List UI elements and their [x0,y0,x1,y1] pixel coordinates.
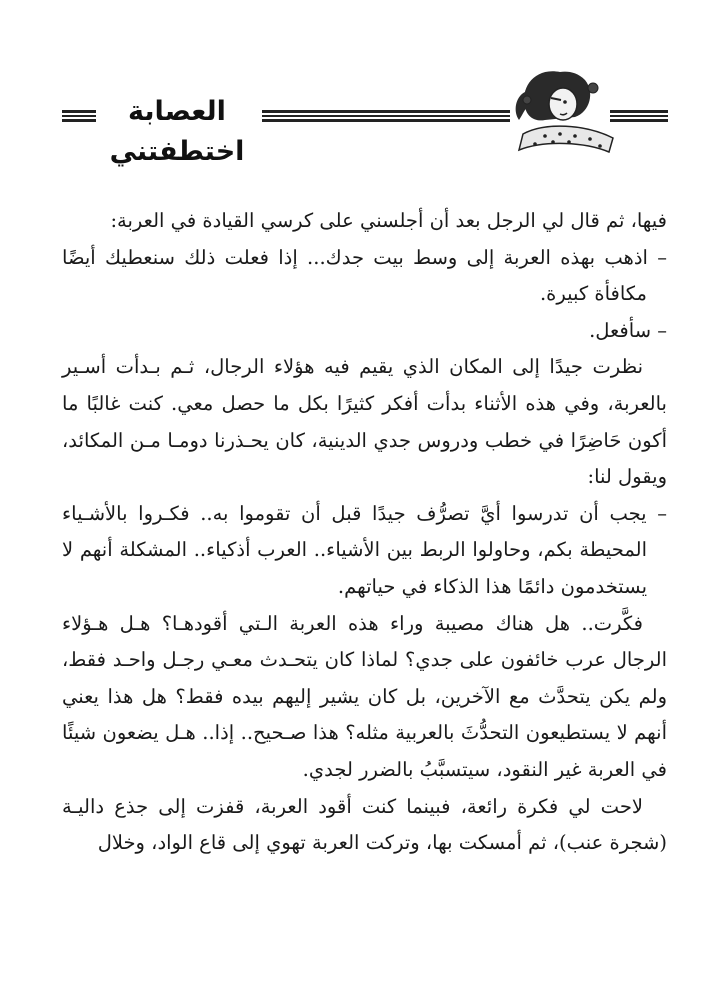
paragraph: فيها، ثم قال لي الرجل بعد أن أجلسني على كرسي القيادة في العربة: [110,209,667,232]
girl-illustration [505,62,615,162]
header-rule-middle [262,110,510,122]
header-rule-right [610,110,668,122]
dialogue-line: – سأفعل. [589,318,667,342]
chapter-title: العصابة اختطفتني [109,96,245,167]
paragraph: نظرت جيدًا إلى المكان الذي يقيم فيه هؤلاء الرجال، ثـم بـدأت أسـير بالعربة، وفي هذه الأثناء بدأت أفكر كثيرًا بكل ما حصل معي. كنت غالبًا ما أكون حَاضِرًا في خطب ودروس جدي الدينية، كان يحـذرنا دومـا مـن المكائد، ويقول لنا: [62,355,667,489]
page-body [62,203,667,862]
chapter-header [0,62,720,172]
dialogue-line: – اذهب بهذه العربة إلى وسط بيت جدك... إذا فعلت ذلك سنعطيك أيضًا مكافأة كبيرة. [62,245,667,306]
dialogue-line: – يجب أن تدرسوا أيَّ تصرُّف جيدًا قبل أن تقوموا به.. فكـروا بالأشـياء المحيطة بكم، وحاولوا الربط بين الأشياء.. العرب أذكياء.. المشكلة أنهم لا يستخدمون دائمًا هذا الذكاء في حياتهم. [62,501,667,598]
paragraph: فكَّرت.. هل هناك مصيبة وراء هذه العربة الـتي أقودهـا؟ هـل هـؤلاء الرجال عرب خائفون على جدي؟ لماذا كان يتحـدث معـي رجـل واحـد فقط، ولم يكن يتحدَّث مع الآخرين، بل كان يشير إليهم بيده فقط؟ هل هذا يعني أنهم لا يستطيعون التحدُّثَ بالعربية مثله؟ هذا صـحيح.. إذا.. هـل يضعون شيئًا في العربة غير النقود، سيتسبَّبُ بالضرر لجدي. [62,611,667,781]
paragraph: لاحت لي فكرة رائعة، فبينما كنت أقود العربة، قفزت إلى جذع داليـة (شجرة عنب)، ثم أمسكت بها، وتركت العربة تهوي إلى قاع الواد، وخلال [62,794,667,855]
header-rule-left [62,110,96,122]
